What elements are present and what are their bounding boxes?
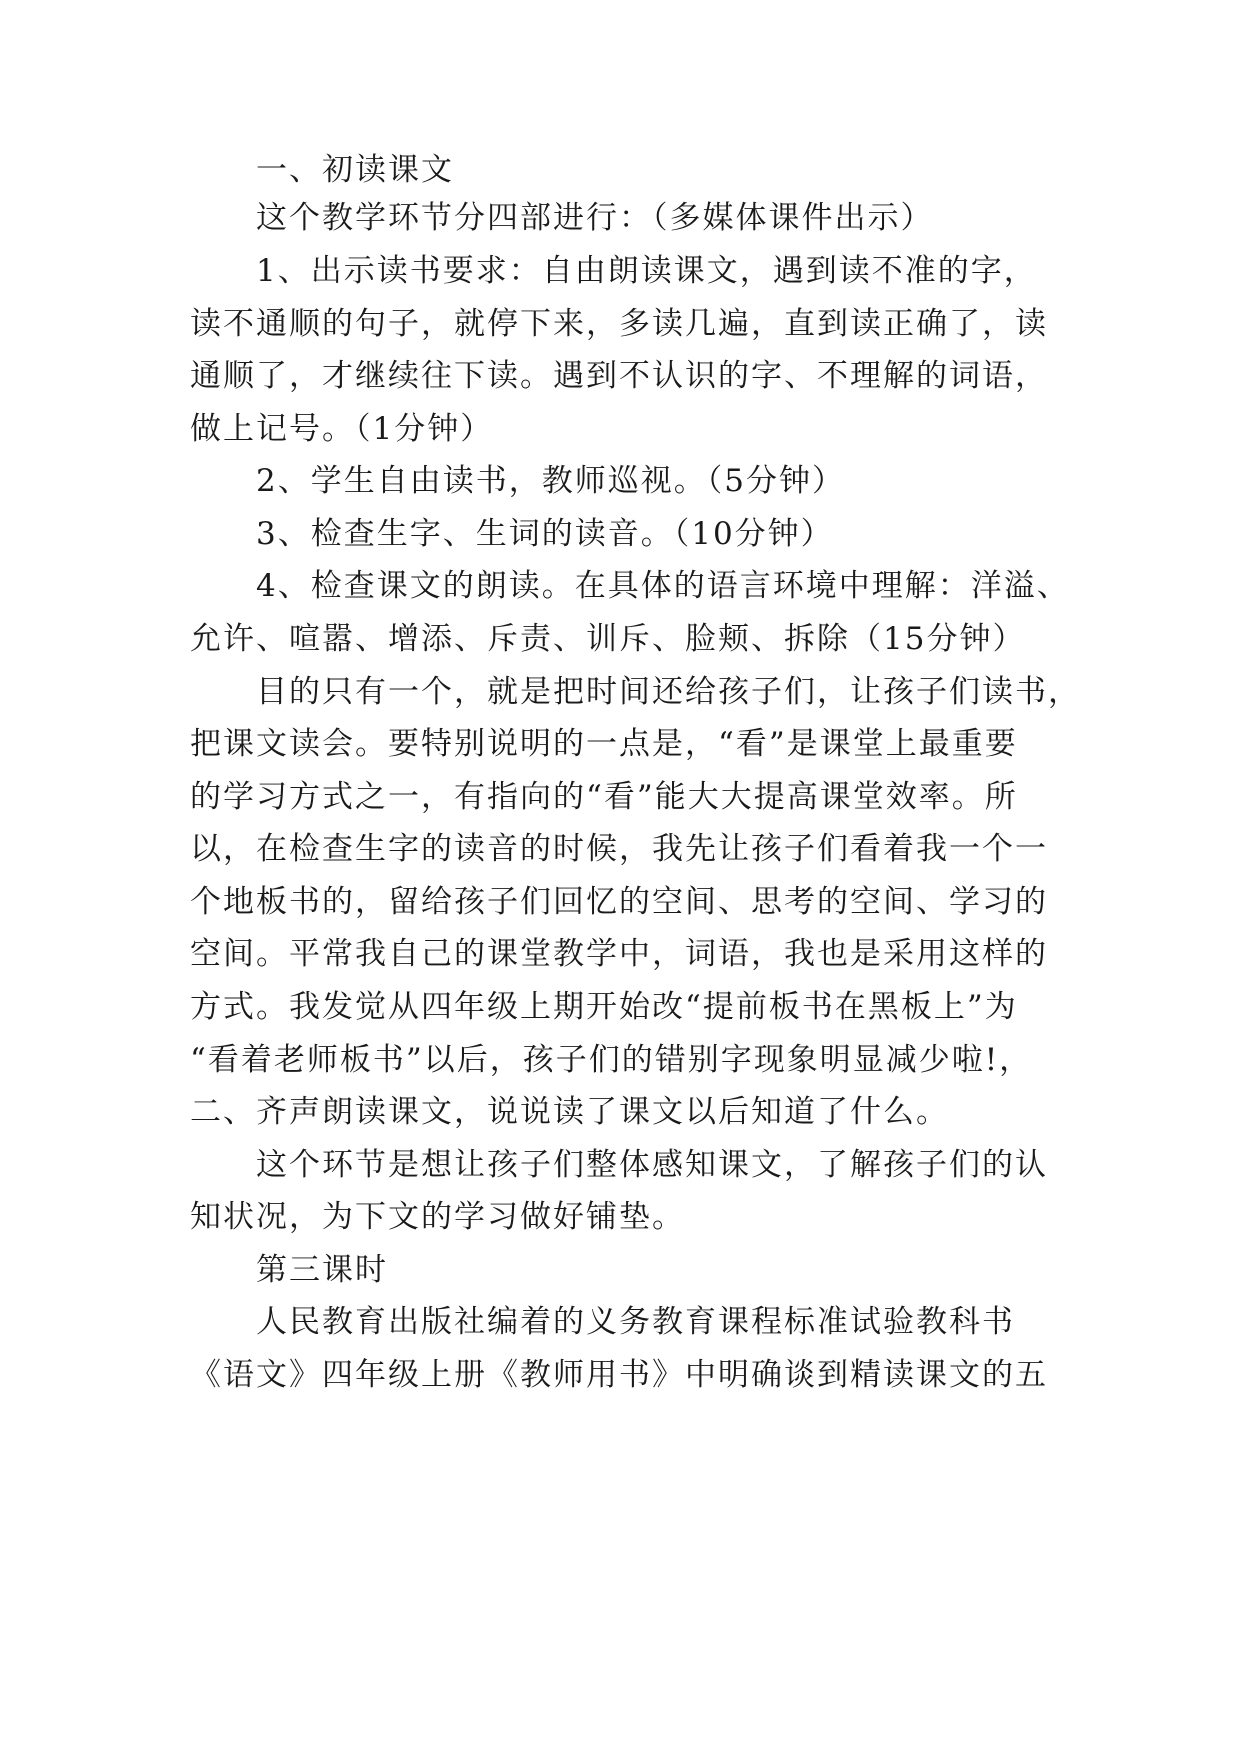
paragraph-line: 空间。平常我自己的课堂教学中，词语，我也是采用这样的: [190, 936, 1048, 972]
paragraph-line: 读不通顺的句子，就停下来，多读几遍，直到读正确了，读: [190, 306, 1048, 342]
section-heading: 一、初读课文: [256, 152, 454, 188]
paragraph-line: 个地板书的，留给孩子们回忆的空间、思考的空间、学习的: [190, 884, 1048, 920]
paragraph-line: 通顺了，才继续往下读。遇到不认识的字、不理解的词语，: [190, 358, 1048, 394]
paragraph-line: 以，在检查生字的读音的时候，我先让孩子们看着我一个一: [190, 831, 1048, 867]
paragraph-line: 做上记号。（1分钟）: [190, 411, 494, 447]
paragraph-line: 的学习方式之一，有指向的“看”能大大提高课堂效率。所: [190, 779, 1018, 815]
paragraph-line: 这个环节是想让孩子们整体感知课文，了解孩子们的认: [256, 1147, 1048, 1183]
paragraph-line: 方式。我发觉从四年级上期开始改“提前板书在黑板上”为: [190, 989, 1018, 1025]
paragraph-line: 这个教学环节分四部进行：（多媒体课件出示）: [256, 200, 934, 236]
paragraph-line: 人民教育出版社编着的义务教育课程标准试验教科书: [256, 1304, 1015, 1340]
paragraph-line: 允许、喧嚣、增添、斥责、训斥、脸颊、拆除（15分钟）: [190, 621, 1026, 657]
paragraph-line: “看着老师板书”以后，孩子们的错别字现象明显减少啦!，: [190, 1042, 1033, 1078]
paragraph-line: 3、检查生字、生词的读音。（10分钟）: [256, 516, 834, 552]
paragraph-line: 《语文》四年级上册《教师用书》中明确谈到精读课文的五: [190, 1357, 1048, 1393]
paragraph-line: 2、学生自由读书，教师巡视。（5分钟）: [256, 463, 845, 499]
paragraph-line: 知状况，为下文的学习做好铺垫。: [190, 1199, 685, 1235]
paragraph-line: 把课文读会。要特别说明的一点是，“看”是课堂上最重要: [190, 726, 1018, 762]
section-heading: 第三课时: [256, 1252, 388, 1288]
section-heading: 二、齐声朗读课文，说说读了课文以后知道了什么。: [190, 1094, 949, 1130]
paragraph-line: 1、出示读书要求：自由朗读课文，遇到读不准的字，: [256, 253, 1037, 289]
paragraph-line: 4、检查课文的朗读。在具体的语言环境中理解：洋溢、: [256, 568, 1070, 604]
paragraph-line: 目的只有一个，就是把时间还给孩子们，让孩子们读书，: [256, 674, 1081, 710]
